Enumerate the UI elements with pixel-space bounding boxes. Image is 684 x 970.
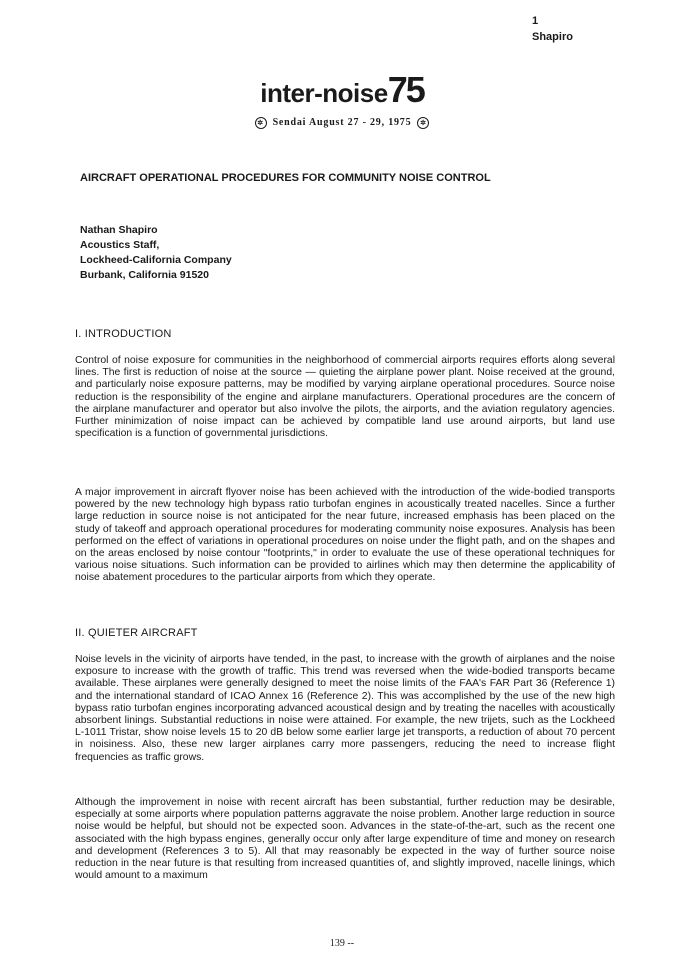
author-company: Lockheed-California Company [80, 254, 232, 266]
paragraph: Control of noise exposure for communities in the neighborhood of commercial airports requires efforts along several lines. The first is reduction of noise at the source — quieting the airplane power plant. Noise received at the ground, and particularly noise exposure patterns, may be modified by varying airplane operational procedures. Source noise reduction is the responsibility of the engine and airplane manufacturers. Operational procedures are the concern of the airplane manufacturer and operator but also involve the pilots, the airports, and the aviation regulatory agencies. Further minimization of noise impact can be achieved by compatible land use around airports, but land use specification is a function of governmental jurisdictions. [75, 355, 615, 440]
section-body [75, 797, 615, 882]
conference-emblem-icon: ✲ [417, 117, 429, 129]
author-department: Acoustics Staff, [80, 239, 160, 251]
section-heading: I. INTRODUCTION [75, 328, 172, 340]
page-number: 1 [532, 15, 539, 27]
section-body [75, 487, 615, 585]
conference-subtitle: Sendai August 27 - 29, 1975 [272, 117, 412, 128]
author-address: Burbank, California 91520 [80, 269, 209, 281]
paragraph: A major improvement in aircraft flyover noise has been achieved with the introduction of the wide-bodied transports powered by the new technology high bypass ratio turbofan engines in acoustically treated nacelles. Since a further large reduction in source noise is not anticipated for the near future, increased emphasis has been placed on the study of takeoff and approach operational procedures for moderating community noise exposures. Analysis has been performed on the effect of variations in operational procedures on noise under the flight path, and on the shapes and on the areas enclosed by noise contour "footprints," in order to evaluate the use of these operational techniques for various noise situations. Such information can be provided to airlines which may then determine the applicability of noise abatement procedures to the particular airports from which they operate. [75, 487, 615, 584]
section-body [75, 654, 615, 764]
paragraph: Noise levels in the vicinity of airports have tended, in the past, to increase with the growth of airplanes and the noise exposure to increase with the growth of traffic. This trend was reversed when the wide-bodied transports became available. These airplanes were generally designed to meet the noise limits of the FAA's FAR Part 36 (Reference 1) and the international standard of ICAO Annex 16 (Reference 2). This was accomplished by the use of the new high bypass ratio turbofan engines incorporating advanced acoustical design and by treating the nacelles with acoustically absorbent linings. Substantial reductions in noise were attained. For example, the new trijets, such as the Lockheed L-1011 Tristar, show noise levels 15 to 20 dB below some earlier large jet transports, a reduction of about 70 percent in noisiness. Also, these new larger airplanes carry more passengers, reducing the need to increase flight frequencies as traffic grows. [75, 654, 615, 763]
running-author: Shapiro [532, 31, 573, 43]
author-block [80, 223, 232, 283]
conference-subtitle-line [0, 116, 684, 130]
conference-logo [0, 69, 684, 116]
paragraph: Although the improvement in noise with recent aircraft has been substantial, further reduction may be desirable, especially at some airports where population patterns aggravate the noise problem. Another large reduction in source noise would be helpful, but should not be expected soon. Advances in the state-of-the-art, such as the recent one associated with the high bypass engines, generally occur only after large expenditure of time and money on research and development (References 3 to 5). All that may reasonably be expected in the way of further source noise reduction in the near future is that resulting from increased quantities of, and slightly improved, nacelle linings, which would amount to a maximum [75, 797, 615, 882]
paper-title: AIRCRAFT OPERATIONAL PROCEDURES FOR COMMUNITY NOISE CONTROL [80, 172, 491, 184]
page-folio: 139 -- [329, 938, 355, 949]
author-name: Nathan Shapiro [80, 224, 158, 236]
conference-header [0, 69, 684, 130]
conference-logo-word: inter-noise [260, 78, 388, 108]
conference-emblem-icon: ✲ [255, 117, 267, 129]
conference-logo-number: 75 [387, 69, 424, 110]
section-body [75, 355, 615, 440]
section-heading: II. QUIETER AIRCRAFT [75, 627, 198, 639]
